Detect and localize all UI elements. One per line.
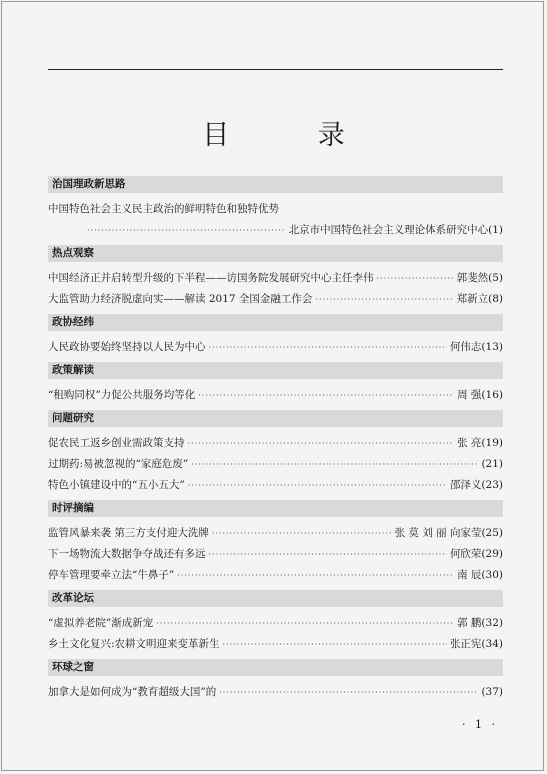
toc-entry[interactable]: [48, 475, 503, 496]
dot-leader: [219, 682, 478, 703]
toc-entry[interactable]: [48, 199, 503, 220]
entry-author-page: 张 莫 刘 丽 向家莹(25): [394, 527, 503, 539]
entry-title: 中国经济正并启转型升级的下半程——访国务院发展研究中心主任李伟: [48, 272, 374, 284]
dot-leader: [223, 634, 447, 655]
entry-title: “租购同权”力促公共服务均等化: [48, 389, 196, 401]
toc-entry[interactable]: [48, 385, 503, 406]
toc-entry[interactable]: [48, 433, 503, 454]
header-rule: [48, 69, 503, 70]
dot-leader: [209, 337, 447, 358]
toc-section: [48, 245, 503, 310]
entry-author-page: 何欣荣(29): [449, 548, 503, 560]
section-heading: 改革论坛: [48, 590, 503, 607]
toc-entry[interactable]: [48, 682, 503, 703]
entry-author-page: 张正宪(34): [449, 638, 503, 650]
section-heading: 政协经纬: [48, 314, 503, 331]
dot-leader: [188, 475, 447, 496]
dot-leader: [212, 523, 392, 544]
toc-entry[interactable]: [48, 454, 503, 475]
toc-entry[interactable]: [48, 220, 503, 241]
entry-title: 下一场物流大数据争夺战还有多远: [48, 548, 206, 560]
dot-leader: [377, 268, 454, 289]
entry-title: 过期药:易被忽视的“家庭危废”: [48, 458, 189, 470]
page-title: 目 录: [202, 120, 385, 151]
entry-author-page: (21): [481, 458, 503, 470]
entry-title: “虚拟养老院”渐成新宠: [48, 617, 154, 629]
toc-entry[interactable]: [48, 523, 503, 544]
page-number: · 1 ·: [462, 718, 498, 731]
entry-author-page: 邵泽义(23): [449, 479, 503, 491]
entry-title: 促农民工返乡创业需政策支持: [48, 437, 185, 449]
toc-entry[interactable]: [48, 613, 503, 634]
entry-author-page: 周 强(16): [457, 389, 503, 401]
entry-title: 停车管理要牵立法“牛鼻子”: [48, 569, 175, 581]
toc-entry[interactable]: [48, 337, 503, 358]
entry-title: 人民政协要始终坚持以人民为中心: [48, 341, 206, 353]
toc-section: [48, 362, 503, 406]
entry-author-page: 郑新立(8): [456, 293, 503, 305]
table-of-contents: [48, 176, 503, 707]
toc-section: [48, 659, 503, 703]
toc-entry[interactable]: [48, 565, 503, 586]
dot-leader: [188, 433, 455, 454]
dot-leader: [156, 613, 454, 634]
entry-author-page: 南 辰(30): [457, 569, 503, 581]
dot-leader: [209, 544, 447, 565]
section-heading: 治国理政新思路: [48, 176, 503, 193]
toc-entry[interactable]: [48, 634, 503, 655]
entry-title: 加拿大是如何成为“教育超级大国”的: [48, 686, 217, 698]
entry-title: 监管风暴来袭 第三方支付迎大洗牌: [48, 527, 209, 539]
entry-title: 特色小镇建设中的“五小五大”: [48, 479, 185, 491]
entry-author-page: (37): [481, 686, 503, 698]
toc-section: [48, 500, 503, 586]
dot-leader: [87, 220, 286, 241]
toc-section: [48, 590, 503, 655]
entry-author-page: 北京市中国特色社会主义理论体系研究中心(1): [288, 224, 503, 236]
section-heading: 热点观察: [48, 245, 503, 262]
dot-leader: [315, 289, 453, 310]
toc-section: [48, 176, 503, 241]
entry-author-page: 郭 鹏(32): [457, 617, 503, 629]
dot-leader: [177, 565, 454, 586]
entry-author-page: 何伟志(13): [449, 341, 503, 353]
entry-title: 大监管助力经济脱虚向实——解读 2017 全国金融工作会: [48, 293, 313, 305]
toc-entry[interactable]: [48, 544, 503, 565]
section-heading: 环球之窗: [48, 659, 503, 676]
dot-leader: [191, 454, 478, 475]
toc-section: [48, 410, 503, 496]
dot-leader: [198, 385, 454, 406]
toc-entry[interactable]: [48, 289, 503, 310]
entry-title: 乡土文化复兴:农耕文明迎来变革新生: [48, 638, 220, 650]
section-heading: 时评摘编: [48, 500, 503, 517]
section-heading: 政策解读: [48, 362, 503, 379]
entry-title: 中国特色社会主义民主政治的鲜明特色和独特优势: [48, 203, 279, 215]
section-heading: 问题研究: [48, 410, 503, 427]
entry-author-page: 郭斐然(5): [456, 272, 503, 284]
entry-author-page: 张 亮(19): [457, 437, 503, 449]
toc-entry[interactable]: [48, 268, 503, 289]
toc-section: [48, 314, 503, 358]
